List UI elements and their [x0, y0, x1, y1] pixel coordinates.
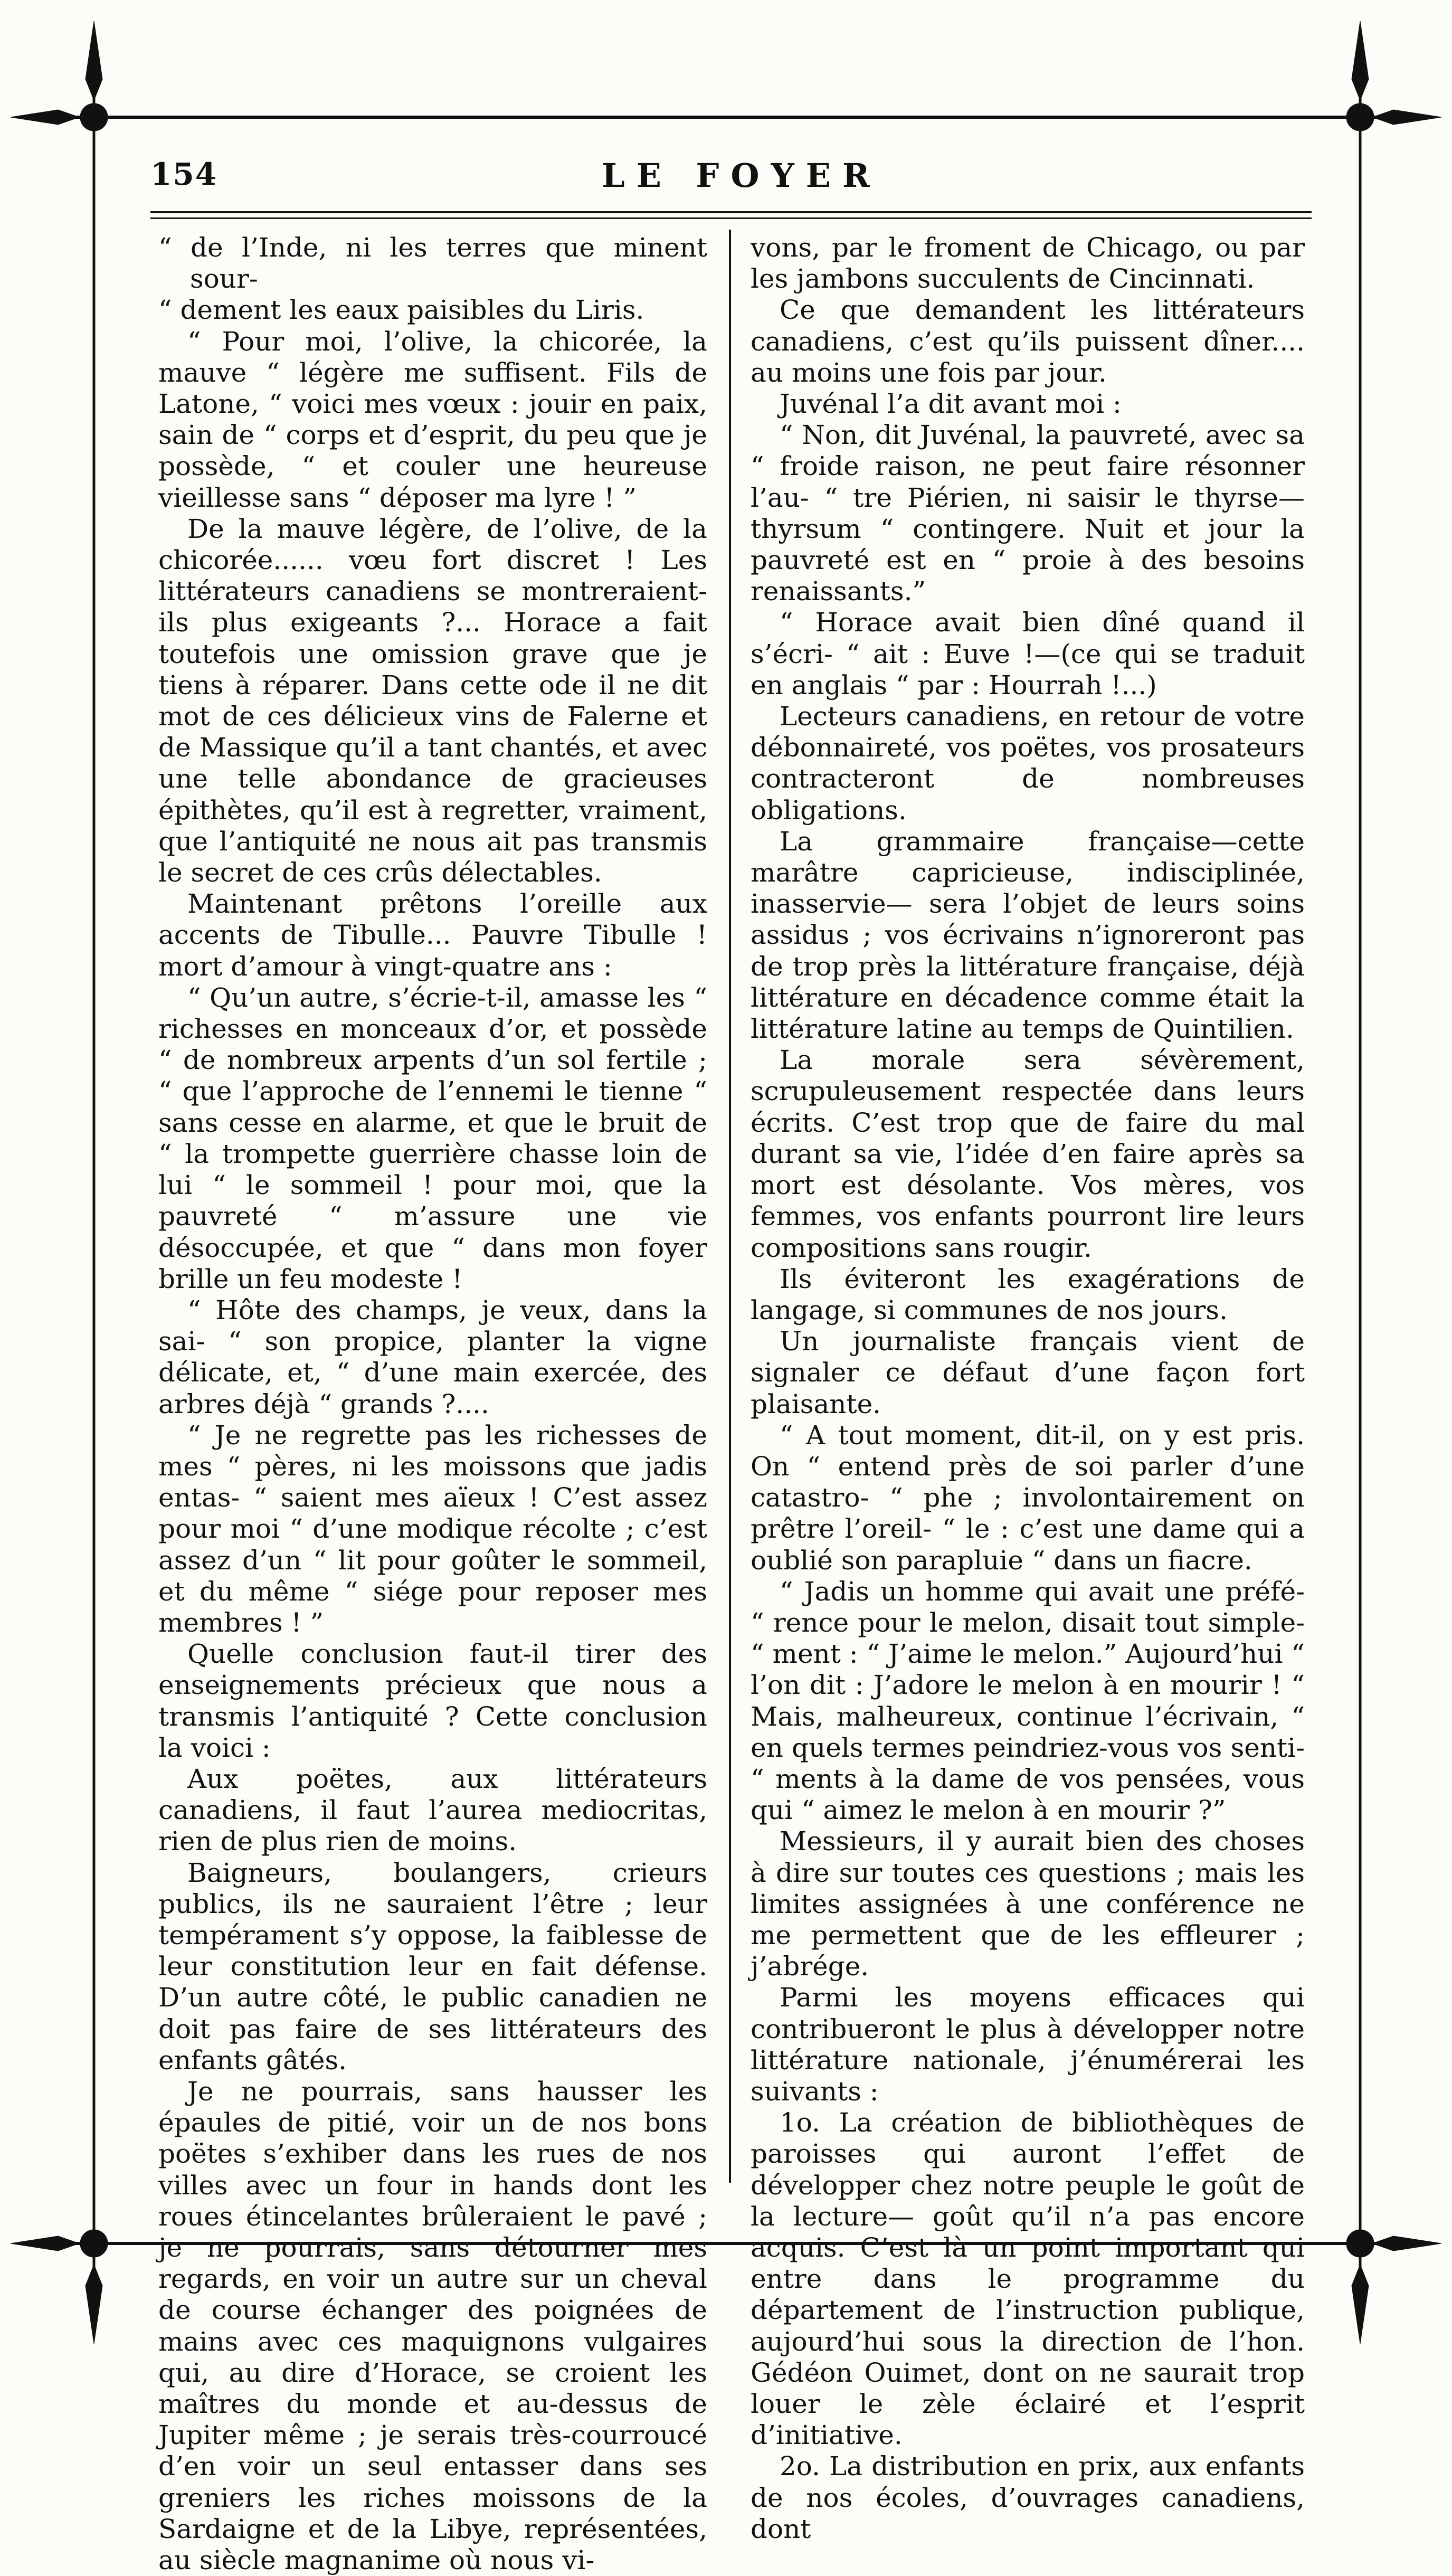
- left-column: [158, 232, 707, 2576]
- paragraph: “ Hôte des champs, je veux, dans la sai- “ son propice, planter la vigne délicate, et, “ d’une main exercée, des arbres déjà “ grands ?....: [158, 1294, 707, 1419]
- column-divider: [729, 230, 731, 2183]
- paragraph: “ dement les eaux paisibles du Liris.: [158, 295, 644, 326]
- page-title: LE FOYER: [602, 156, 881, 195]
- paragraph: La grammaire française—cette marâtre capricieuse, indisciplinée, inasservie— sera l’objet de leurs soins assidus ; vos écrivains n’ignoreront pas de trop près la littérature française, déjà littérature en décadence comme était la littérature latine au temps de Quintilien.: [751, 826, 1305, 1045]
- paragraph: Ils éviteront les exagérations de langage, si communes de nos jours.: [751, 1263, 1305, 1325]
- paragraph: “ de l’Inde, ni les terres que minent sour-: [158, 232, 707, 295]
- paragraph: Un journaliste français vient de signaler ce défaut d’une façon fort plaisante.: [751, 1326, 1305, 1419]
- paragraph: Je ne pourrais, sans hausser les épaules de pitié, voir un de nos bons poëtes s’exhiber dans les rues de nos villes avec un four in hands dont les roues étincelantes brûleraient le pavé ; je ne pourrais, sans détourner mes regards, en voir un autre sur un cheval de course échanger des poignées de mains avec ces maquignons vulgaires qui, au dire d’Horace, se croient les maîtres du monde et au-dessus de Jupiter même ; je serais très-courroucé d’en voir un seul entasser dans ses greniers les riches moissons de la Sardaigne et de la Libye, représentées, au siècle magnanime où nous vi-: [158, 2076, 707, 2576]
- paragraph: “ Pour moi, l’olive, la chicorée, la mauve “ légère me suffisent. Fils de Latone, “ voici mes vœux : jouir en paix, sain de “ corps et d’esprit, du peu que je possède, “ et couler une heureuse vieillesse sans “ déposer ma lyre ! ”: [158, 326, 707, 513]
- paragraph: “ Qu’un autre, s’écrie-t-il, amasse les “ richesses en monceaux d’or, et possède “ de nombreux arpents d’un sol fertile ; “ que l’approche de l’ennemi le tienne “ sans cesse en alarme, et que le bruit de “ la trompette guerrière chasse loin de lui “ le sommeil ! pour moi, que la pauvreté “ m’assure une vie désoccupée, et que “ dans mon foyer brille un feu modeste !: [158, 982, 707, 1294]
- paragraph: vons, par le froment de Chicago, ou par les jambons succulents de Cincinnati.: [751, 232, 1305, 295]
- paragraph: Parmi les moyens efficaces qui contribueront le plus à développer notre littérature nationale, j’énumérerai les suivants :: [751, 1982, 1305, 2107]
- paragraph: “ Jadis un homme qui avait une préfé- “ rence pour le melon, disait tout simple- “ ment : “ J’aime le melon.” Aujourd’hui “ l’on dit : J’adore le melon à en mourir ! “ Mais, malheureux, continue l’écrivain, “ en quels termes peindriez-vous vos senti- “ ments à la dame de vos pensées, vous qui “ aimez le melon à en mourir ?”: [751, 1576, 1305, 1826]
- paragraph: Quelle conclusion faut-il tirer des enseignements précieux que nous a transmis l’antiquité ? Cette conclusion la voici :: [158, 1639, 707, 1763]
- paragraph: Baigneurs, boulangers, crieurs publics, ils ne sauraient l’être ; leur tempérament s’y oppose, la faiblesse de leur constitution leur en fait défense. D’un autre côté, le public canadien ne doit pas faire de ses littérateurs des enfants gâtés.: [158, 1857, 707, 2076]
- page-number: 154: [150, 156, 218, 192]
- paragraph: “ A tout moment, dit-il, on y est pris. On “ entend près de soi parler d’une catastro- “ phe ; involontairement on prêtre l’oreil- “ le : c’est une dame qui a oublié son parapluie “ dans un fiacre.: [751, 1419, 1305, 1576]
- paragraph: “ Horace avait bien dîné quand il s’écri- “ ait : Euve !—(ce qui se traduit en anglais “ par : Hourrah !...): [751, 607, 1305, 700]
- paragraph: 2o. La distribution en prix, aux enfants de nos écoles, d’ouvrages canadiens, dont: [751, 2451, 1305, 2544]
- paragraph: Ce que demandent les littérateurs canadiens, c’est qu’ils puissent dîner.... au moins une fois par jour.: [751, 295, 1305, 388]
- paragraph: Maintenant prêtons l’oreille aux accents de Tibulle... Pauvre Tibulle ! mort d’amour à vingt-quatre ans :: [158, 888, 707, 982]
- header-rule: [150, 211, 1312, 213]
- paragraph: “ Je ne regrette pas les richesses de mes “ pères, ni les moissons que jadis entas- “ saient mes aïeux ! C’est assez pour moi “ d’une modique récolte ; c’est assez d’un “ lit pour goûter le sommeil, et du même “ siége pour reposer mes membres ! ”: [158, 1419, 707, 1638]
- paragraph: La morale sera sévèrement, scrupuleusement respectée dans leurs écrits. C’est trop que de faire du mal durant sa vie, l’idée d’en faire après sa mort est désolante. Vos mères, vos femmes, vos enfants pourront lire leurs compositions sans rougir.: [751, 1045, 1305, 1263]
- paragraph: Messieurs, il y aurait bien des choses à dire sur toutes ces questions ; mais les limites assignées à une conférence ne me permettent que de les effleurer ; j’abrége.: [751, 1826, 1305, 1982]
- header-rule-thin: [150, 217, 1312, 219]
- paragraph: Lecteurs canadiens, en retour de votre débonnaireté, vos poëtes, vos prosateurs contracteront de nombreuses obligations.: [751, 701, 1305, 826]
- paragraph: “ Non, dit Juvénal, la pauvreté, avec sa “ froide raison, ne peut faire résonner l’au- “ tre Piérien, ni saisir le thyrse—thyrsum “ contingere. Nuit et jour la pauvreté est en “ proie à des besoins renaissants.”: [751, 420, 1305, 607]
- right-column: [751, 232, 1305, 2545]
- paragraph: Juvénal l’a dit avant moi :: [780, 389, 1122, 420]
- paragraph: 1o. La création de bibliothèques de paroisses qui auront l’effet de développer chez notre peuple le goût de la lecture— goût qu’il n’a pas encore acquis. C’est là un point important qui entre dans le programme du département de l’instruction publique, aujourd’hui sous la direction de l’hon. Gédéon Ouimet, dont on ne saurait trop louer le zèle éclairé et l’esprit d’initiative.: [751, 2107, 1305, 2451]
- paragraph: De la mauve légère, de l’olive, de la chicorée...... vœu fort discret ! Les littérateurs canadiens se montreraient-ils plus exigeants ?... Horace a fait toutefois une omission grave que je tiens à réparer. Dans cette ode il ne dit mot de ces délicieux vins de Falerne et de Massique qu’il a tant chantés, et avec une telle abondance de gracieuses épithètes, qu’il est à regretter, vraiment, que l’antiquité ne nous ait pas transmis le secret de ces crûs délectables.: [158, 513, 707, 888]
- paragraph: Aux poëtes, aux littérateurs canadiens, il faut l’aurea mediocritas, rien de plus rien de moins.: [158, 1763, 707, 1857]
